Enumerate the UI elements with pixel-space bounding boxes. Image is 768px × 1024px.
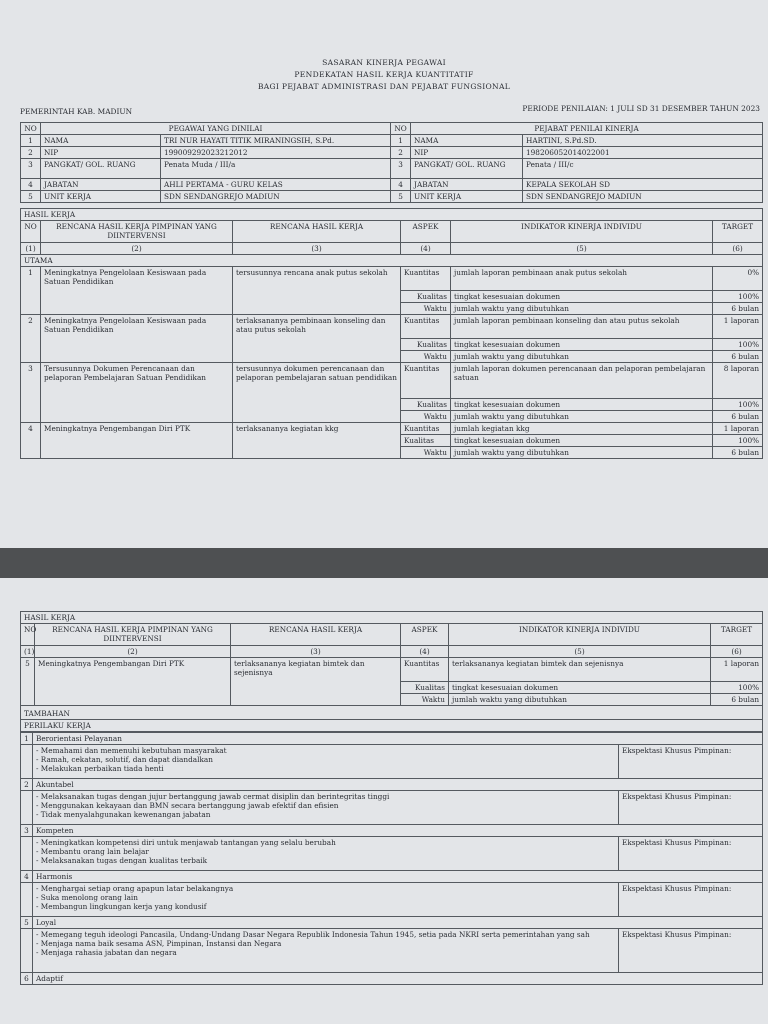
id-label: PANGKAT/ GOL. RUANG	[41, 159, 161, 179]
perilaku-item: - Membangun lingkungan kerja yang kondusif	[36, 902, 207, 911]
section-hasil-kerja: HASIL KERJA	[21, 612, 763, 624]
pegawai-pangkat: Penata Muda / III/a	[161, 159, 391, 179]
row-indikator: jumlah waktu yang dibutuhkan	[451, 303, 713, 315]
pejabat-nip: 198206052014022001	[523, 147, 763, 159]
row-target: 8 laporan	[713, 363, 763, 399]
perilaku-no: 1	[21, 733, 33, 745]
col-num: (1)	[21, 646, 35, 658]
perilaku-title: Kompeten	[33, 825, 763, 837]
id-no: 1	[391, 135, 411, 147]
col-pejabat: PEJABAT PENILAI KINERJA	[411, 123, 763, 135]
row-aspek: Kuantitas	[401, 315, 451, 339]
row-indikator: jumlah kegiatan kkg	[451, 423, 713, 435]
row-indikator: tingkat kesesuaian dokumen	[451, 399, 713, 411]
col-num: (3)	[233, 243, 401, 255]
pejabat-jabatan: KEPALA SEKOLAH SD	[523, 179, 763, 191]
section-tambahan: TAMBAHAN	[21, 706, 763, 720]
perilaku-title: Loyal	[33, 917, 763, 929]
col-no: NO	[21, 123, 41, 135]
col-indikator: INDIKATOR KINERJA INDIVIDU	[451, 221, 713, 243]
col-rencana-pimpinan: RENCANA HASIL KERJA PIMPINAN YANG DIINTERVENSI	[35, 624, 231, 646]
row-indikator: jumlah waktu yang dibutuhkan	[451, 411, 713, 423]
row-target: 100%	[713, 339, 763, 351]
blank-cell	[21, 929, 33, 973]
id-no: 1	[21, 135, 41, 147]
perilaku-kerja-table	[20, 732, 763, 985]
ekspektasi-cell: Ekspektasi Khusus Pimpinan:	[619, 837, 763, 871]
ekspektasi-cell: Ekspektasi Khusus Pimpinan:	[619, 791, 763, 825]
blank-cell	[21, 883, 33, 917]
id-no: 2	[391, 147, 411, 159]
blank-cell	[21, 745, 33, 779]
doc-title: SASARAN KINERJA PEGAWAI	[322, 58, 446, 67]
row-no: 3	[21, 363, 41, 423]
col-num: (5)	[449, 646, 711, 658]
row-aspek: Kuantitas	[401, 363, 451, 399]
perilaku-title: Harmonis	[33, 871, 763, 883]
row-target: 100%	[711, 682, 763, 694]
perilaku-items	[33, 929, 619, 973]
row-rencana: terlaksananya kegiatan bimtek dan sejenisnya	[231, 658, 401, 706]
row-indikator: tingkat kesesuaian dokumen	[451, 339, 713, 351]
col-no: NO	[21, 624, 35, 646]
row-pimpinan: Meningkatnya Pengembangan Diri PTK	[35, 658, 231, 706]
row-target: 6 bulan	[713, 447, 763, 459]
identity-table	[20, 122, 763, 203]
id-label: UNIT KERJA	[411, 191, 523, 203]
row-target: 6 bulan	[711, 694, 763, 706]
row-indikator: jumlah waktu yang dibutuhkan	[449, 694, 711, 706]
row-indikator: tingkat kesesuaian dokumen	[451, 291, 713, 303]
row-no: 4	[21, 423, 41, 459]
pejabat-nama: HARTINI, S.Pd.SD.	[523, 135, 763, 147]
col-no-2: NO	[391, 123, 411, 135]
section-hasil-kerja: HASIL KERJA	[21, 209, 763, 221]
perilaku-no: 6	[21, 973, 33, 985]
blank-cell	[21, 791, 33, 825]
id-label: NIP	[41, 147, 161, 159]
col-rencana-pimpinan: RENCANA HASIL KERJA PIMPINAN YANG DIINTERVENSI	[41, 221, 233, 243]
pegawai-nama: TRI NUR HAYATI TITIK MIRANINGSIH, S.Pd.	[161, 135, 391, 147]
row-pimpinan: Meningkatnya Pengembangan Diri PTK	[41, 423, 233, 459]
row-no: 1	[21, 267, 41, 315]
pegawai-nip: 199009292023212012	[161, 147, 391, 159]
perilaku-no: 5	[21, 917, 33, 929]
perilaku-item: - Menjaga nama baik sesama ASN, Pimpinan, Instansi dan Negara	[36, 939, 282, 948]
col-pegawai: PEGAWAI YANG DINILAI	[41, 123, 391, 135]
row-aspek: Waktu	[401, 694, 449, 706]
perilaku-title: Adaptif	[33, 973, 763, 985]
id-no: 4	[21, 179, 41, 191]
section-perilaku-kerja: PERILAKU KERJA	[21, 720, 763, 732]
perilaku-items	[33, 837, 619, 871]
perilaku-item: - Meningkatkan kompetensi diri untuk menjawab tantangan yang selalu berubah	[36, 838, 336, 847]
row-indikator: jumlah laporan dokumen perencanaan dan pelaporan pembelajaran satuan	[451, 363, 713, 399]
row-indikator: jumlah laporan pembinaan konseling dan atau putus sekolah	[451, 315, 713, 339]
row-aspek: Kuantitas	[401, 267, 451, 291]
col-num: (4)	[401, 243, 451, 255]
ekspektasi-cell: Ekspektasi Khusus Pimpinan:	[619, 929, 763, 973]
row-no: 5	[21, 658, 35, 706]
col-rencana: RENCANA HASIL KERJA	[233, 221, 401, 243]
row-aspek: Waktu	[401, 411, 451, 423]
perilaku-item: - Melakukan perbaikan tiada henti	[36, 764, 164, 773]
row-no: 2	[21, 315, 41, 363]
row-aspek: Kualitas	[401, 339, 451, 351]
col-aspek: ASPEK	[401, 221, 451, 243]
ekspektasi-cell: Ekspektasi Khusus Pimpinan:	[619, 883, 763, 917]
col-num: (2)	[41, 243, 233, 255]
col-rencana: RENCANA HASIL KERJA	[231, 624, 401, 646]
id-label: NIP	[411, 147, 523, 159]
row-aspek: Kuantitas	[401, 658, 449, 682]
row-indikator: tingkat kesesuaian dokumen	[449, 682, 711, 694]
row-target: 6 bulan	[713, 411, 763, 423]
row-indikator: jumlah laporan pembinaan anak putus sekolah	[451, 267, 713, 291]
row-aspek: Kuantitas	[401, 423, 451, 435]
id-no: 2	[21, 147, 41, 159]
perilaku-items	[33, 883, 619, 917]
id-label: UNIT KERJA	[41, 191, 161, 203]
pegawai-unit: SDN SENDANGREJO MADIUN	[161, 191, 391, 203]
col-num: (6)	[711, 646, 763, 658]
row-target: 6 bulan	[713, 303, 763, 315]
row-rencana: terlaksananya kegiatan kkg	[233, 423, 401, 459]
row-aspek: Waktu	[401, 351, 451, 363]
hasil-kerja-table	[20, 208, 763, 459]
perilaku-item: - Ramah, cekatan, solutif, dan dapat diandalkan	[36, 755, 213, 764]
pejabat-unit: SDN SENDANGREJO MADIUN	[523, 191, 763, 203]
row-target: 1 laporan	[713, 423, 763, 435]
id-no: 5	[21, 191, 41, 203]
col-target: TARGET	[711, 624, 763, 646]
perilaku-title: Akuntabel	[33, 779, 763, 791]
pegawai-jabatan: AHLI PERTAMA - GURU KELAS	[161, 179, 391, 191]
col-num: (6)	[713, 243, 763, 255]
id-no: 5	[391, 191, 411, 203]
row-rencana: terlaksananya pembinaan konseling dan atau putus sekolah	[233, 315, 401, 363]
document-page-2	[0, 578, 768, 1024]
blank-cell	[21, 837, 33, 871]
id-label: JABATAN	[411, 179, 523, 191]
row-indikator: jumlah waktu yang dibutuhkan	[451, 351, 713, 363]
row-target: 1 laporan	[711, 658, 763, 682]
row-target: 6 bulan	[713, 351, 763, 363]
row-rencana: tersusunnya rencana anak putus sekolah	[233, 267, 401, 315]
pejabat-pangkat: Penata / III/c	[523, 159, 763, 179]
id-label: JABATAN	[41, 179, 161, 191]
id-label: NAMA	[41, 135, 161, 147]
row-target: 100%	[713, 435, 763, 447]
id-label: NAMA	[411, 135, 523, 147]
perilaku-item: - Tidak menyalahgunakan kewenangan jabatan	[36, 810, 211, 819]
col-num: (3)	[231, 646, 401, 658]
col-aspek: ASPEK	[401, 624, 449, 646]
perilaku-items	[33, 745, 619, 779]
perilaku-no: 2	[21, 779, 33, 791]
perilaku-item: - Menjaga rahasia jabatan dan negara	[36, 948, 177, 957]
perilaku-item: - Membantu orang lain belajar	[36, 847, 149, 856]
perilaku-item: - Menggunakan kekayaan dan BMN secara bertanggung jawab efektif dan efisien	[36, 801, 339, 810]
col-num: (4)	[401, 646, 449, 658]
page-gap	[0, 548, 768, 578]
col-indikator: INDIKATOR KINERJA INDIVIDU	[449, 624, 711, 646]
perilaku-title: Berorientasi Pelayanan	[33, 733, 763, 745]
doc-subtitle: PENDEKATAN HASIL KERJA KUANTITATIF	[294, 70, 474, 79]
col-target: TARGET	[713, 221, 763, 243]
period-label: PERIODE PENILAIAN: 1 JULI SD 31 DESEMBER TAHUN 2023	[522, 104, 760, 113]
ekspektasi-cell: Ekspektasi Khusus Pimpinan:	[619, 745, 763, 779]
col-num: (2)	[35, 646, 231, 658]
row-target: 100%	[713, 291, 763, 303]
perilaku-no: 4	[21, 871, 33, 883]
row-indikator: terlaksananya kegiatan bimtek dan sejenisnya	[449, 658, 711, 682]
hasil-kerja-table-continued	[20, 611, 763, 732]
row-target: 1 laporan	[713, 315, 763, 339]
id-label: PANGKAT/ GOL. RUANG	[411, 159, 523, 179]
col-num: (1)	[21, 243, 41, 255]
perilaku-item: - Suka menolong orang lain	[36, 893, 138, 902]
perilaku-item: - Melaksanakan tugas dengan kualitas terbaik	[36, 856, 208, 865]
row-indikator: tingkat kesesuaian dokumen	[451, 435, 713, 447]
row-target: 100%	[713, 399, 763, 411]
perilaku-item: - Memegang teguh ideologi Pancasila, Undang-Undang Dasar Negara Republik Indonesia Tahun 1945, setia pada NKRI serta pemerintahan yang sah	[36, 930, 590, 939]
perilaku-items	[33, 791, 619, 825]
row-indikator: jumlah waktu yang dibutuhkan	[451, 447, 713, 459]
perilaku-item: - Melaksanakan tugas dengan jujur bertanggung jawab cermat disiplin dan berintegritas tinggi	[36, 792, 390, 801]
row-rencana: tersusunnya dokumen perencanaan dan pelaporan pembelajaran satuan pendidikan	[233, 363, 401, 423]
id-no: 3	[21, 159, 41, 179]
col-num: (5)	[451, 243, 713, 255]
row-aspek: Kualitas	[401, 435, 451, 447]
id-no: 4	[391, 179, 411, 191]
institution-label: PEMERINTAH KAB. MADIUN	[20, 107, 133, 116]
row-aspek: Kualitas	[401, 291, 451, 303]
col-no: NO	[21, 221, 41, 243]
perilaku-item: - Memahami dan memenuhi kebutuhan masyarakat	[36, 746, 227, 755]
section-utama: UTAMA	[21, 255, 763, 267]
row-aspek: Kualitas	[401, 399, 451, 411]
id-no: 3	[391, 159, 411, 179]
row-aspek: Kualitas	[401, 682, 449, 694]
row-target: 0%	[713, 267, 763, 291]
row-pimpinan: Meningkatnya Pengelolaan Kesiswaan pada Satuan Pendidikan	[41, 267, 233, 315]
row-aspek: Waktu	[401, 303, 451, 315]
doc-subtitle-2: BAGI PEJABAT ADMINISTRASI DAN PEJABAT FUNGSIONAL	[257, 82, 511, 91]
row-pimpinan: Meningkatnya Pengelolaan Kesiswaan pada Satuan Pendidikan	[41, 315, 233, 363]
row-aspek: Waktu	[401, 447, 451, 459]
perilaku-no: 3	[21, 825, 33, 837]
perilaku-item: - Menghargai setiap orang apapun latar belakangnya	[36, 884, 234, 893]
row-pimpinan: Tersusunnya Dokumen Perencanaan dan pelaporan Pembelajaran Satuan Pendidikan	[41, 363, 233, 423]
